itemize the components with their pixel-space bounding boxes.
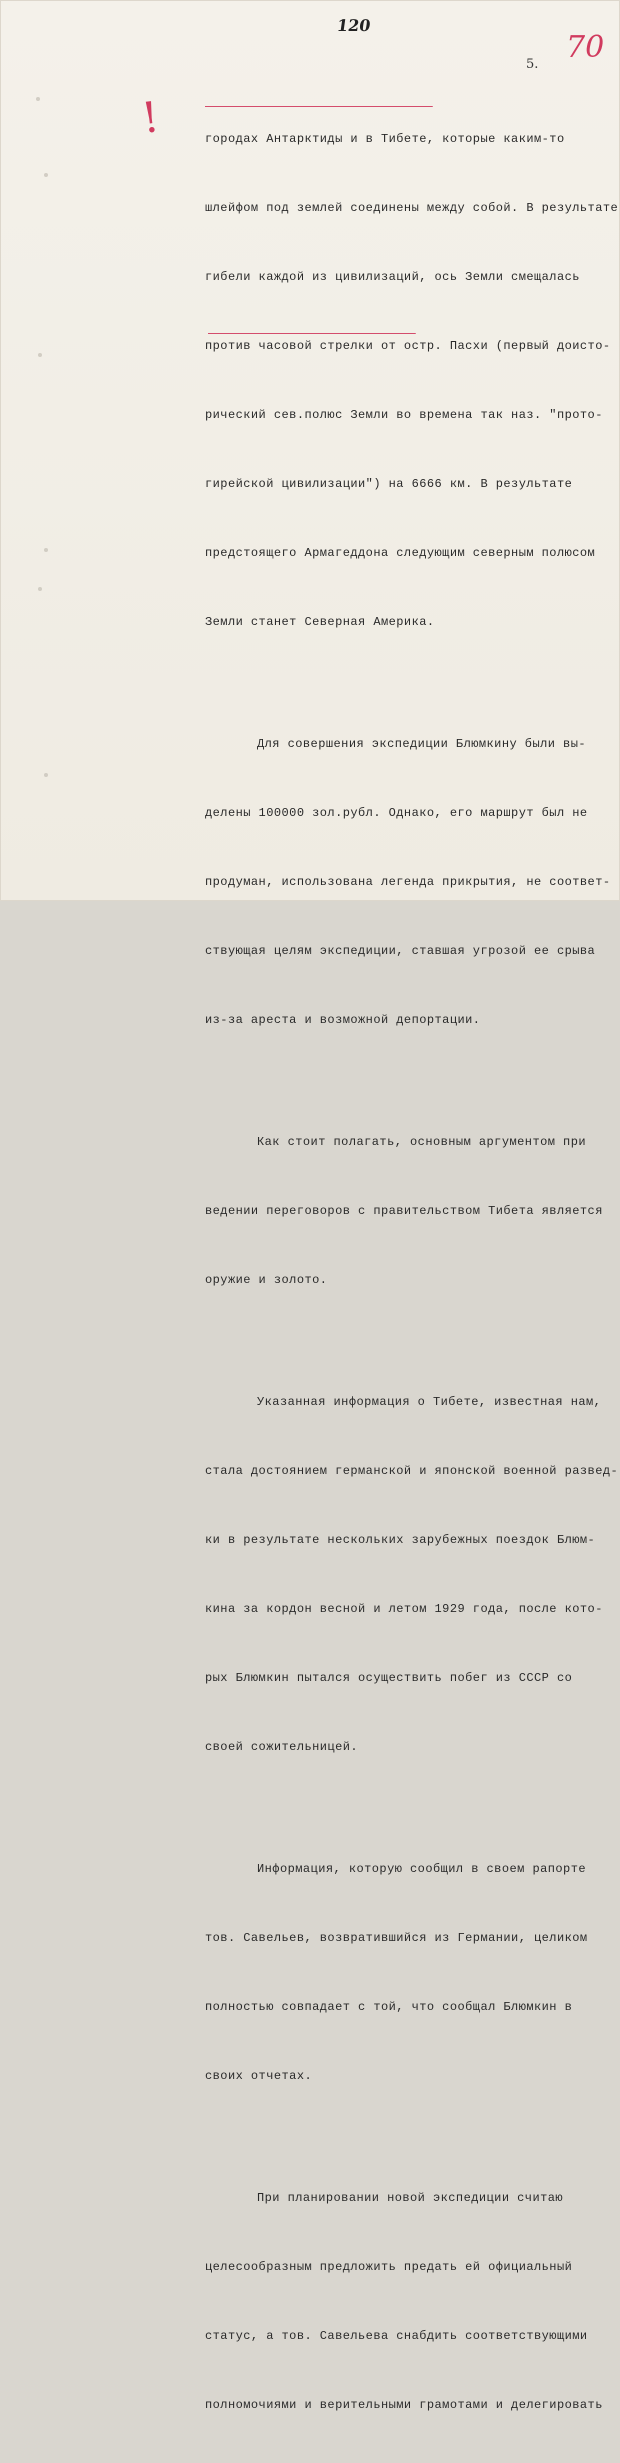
text-line: Информация, которую сообщил в своем рапорте xyxy=(257,1862,587,1876)
punch-hole-mark xyxy=(44,773,48,777)
text-line: ки в результате нескольких зарубежных поездок Блюм- xyxy=(205,1533,596,1547)
text-line: оружие и золото. xyxy=(205,1273,328,1287)
text-line: из-за ареста и возможной депортации. xyxy=(205,1013,481,1027)
text-line: предстоящего Армагеддона следующим северным полюсом xyxy=(205,546,596,560)
text-line: рых Блюмкин пытался осуществить побег из СССР со xyxy=(205,1671,573,1685)
text-line: Указанная информация о Тибете, известная нам, xyxy=(257,1395,602,1409)
text-line: кина за кордон весной и летом 1929 года, после кото- xyxy=(205,1602,603,1616)
punch-hole-mark xyxy=(44,173,48,177)
text-line: При планировании новой экспедиции считаю xyxy=(257,2191,564,2205)
text-line: Для совершения экспедиции Блюмкину были вы- xyxy=(257,737,587,751)
punch-hole-mark xyxy=(36,97,40,101)
text-line: ведении переговоров с правительством Тибета является xyxy=(205,1204,603,1218)
text-line: Как стоит полагать, основным аргументом при xyxy=(257,1135,587,1149)
text-line: городах Антарктиды и в Тибете, которые каким-то xyxy=(205,132,565,146)
text-line: гирейской цивилизации") на 6666 км. В результате xyxy=(205,477,573,491)
text-line: гибели каждой из цивилизаций, ось Земли смещалась xyxy=(205,270,580,284)
text-line: своей сожительницей. xyxy=(205,1740,359,1754)
text-line: продуман, использована легенда прикрытия, не соответ- xyxy=(205,875,611,889)
folio-number: 70 xyxy=(566,30,605,65)
typed-text-block xyxy=(205,82,619,2463)
text-line: своих отчетах. xyxy=(205,2069,313,2083)
text-line: шлейфом под землей соединены между собой. В результате xyxy=(205,201,619,215)
text-line: стала достоянием германской и японской военной развед- xyxy=(205,1464,619,1478)
text-line: ствующая целям экспедиции, ставшая угрозой ее срыва xyxy=(205,944,596,958)
punch-hole-mark xyxy=(38,353,42,357)
punch-hole-mark xyxy=(44,548,48,552)
text-line: статус, а тов. Савельева снабдить соответствующими xyxy=(205,2329,588,2343)
top-number: 120 xyxy=(335,16,372,35)
text-line: целесообразным предложить предать ей официальный xyxy=(205,2260,573,2274)
page-number: 5. xyxy=(526,57,539,72)
text-line: полномочиями и верительными грамотами и делегировать xyxy=(205,2398,603,2412)
text-line: Земли станет Северная Америка. xyxy=(205,615,435,629)
text-line: полностью совпадает с той, что сообщал Блюмкин в xyxy=(205,2000,573,2014)
text-line: тов. Савельев, возвратившийся из Германии, целиком xyxy=(205,1931,588,1945)
margin-exclamation-mark: ! xyxy=(139,92,162,143)
text-line: делены 100000 зол.рубл. Однако, его маршрут был не xyxy=(205,806,588,820)
text-line: против часовой стрелки от остр. Пасхи (первый доисто- xyxy=(205,339,611,353)
punch-hole-mark xyxy=(38,587,42,591)
text-line: рический сев.полюс Земли во времена так наз. "прото- xyxy=(205,408,603,422)
